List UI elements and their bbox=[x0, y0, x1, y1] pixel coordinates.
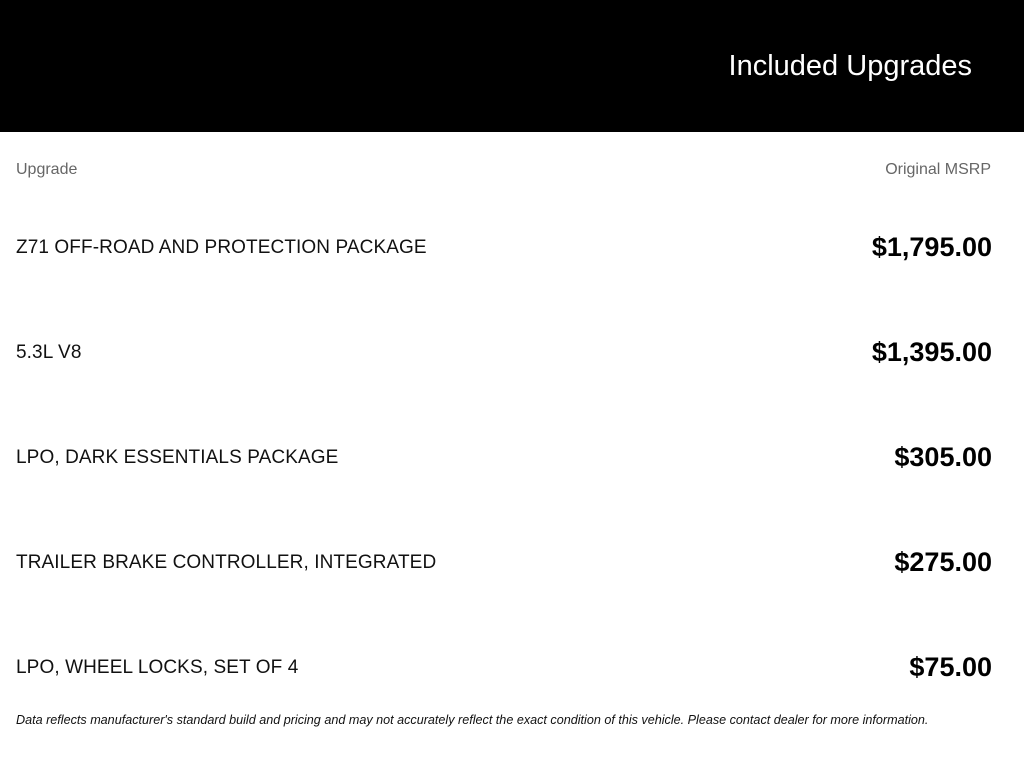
column-headers bbox=[16, 160, 991, 180]
upgrade-price: $1,795.00 bbox=[871, 232, 992, 262]
upgrade-row bbox=[16, 195, 992, 300]
upgrade-row bbox=[16, 405, 992, 510]
upgrade-row bbox=[16, 615, 992, 720]
upgrade-row bbox=[16, 510, 992, 615]
upgrade-price: $75.00 bbox=[909, 652, 992, 682]
upgrade-price: $275.00 bbox=[894, 547, 992, 577]
column-header-upgrade: Upgrade bbox=[16, 161, 78, 178]
upgrade-price: $1,395.00 bbox=[871, 337, 992, 367]
column-header-msrp: Original MSRP bbox=[885, 161, 991, 178]
upgrade-name: Z71 OFF-ROAD AND PROTECTION PACKAGE bbox=[16, 236, 427, 258]
disclaimer-text: Data reflects manufacturer's standard build and pricing and may not accurately reflect the exact condition of this vehicle. Please contact dealer for more information. bbox=[16, 713, 929, 727]
upgrade-name: TRAILER BRAKE CONTROLLER, INTEGRATED bbox=[16, 551, 437, 573]
upgrade-name: 5.3L V8 bbox=[16, 341, 82, 363]
upgrades-list bbox=[16, 195, 992, 720]
upgrade-row bbox=[16, 300, 992, 405]
header-banner bbox=[0, 0, 1024, 132]
upgrade-price: $305.00 bbox=[894, 442, 992, 472]
page-title: Included Upgrades bbox=[728, 50, 972, 82]
upgrade-name: LPO, DARK ESSENTIALS PACKAGE bbox=[16, 446, 339, 468]
upgrade-name: LPO, WHEEL LOCKS, SET OF 4 bbox=[16, 656, 299, 678]
